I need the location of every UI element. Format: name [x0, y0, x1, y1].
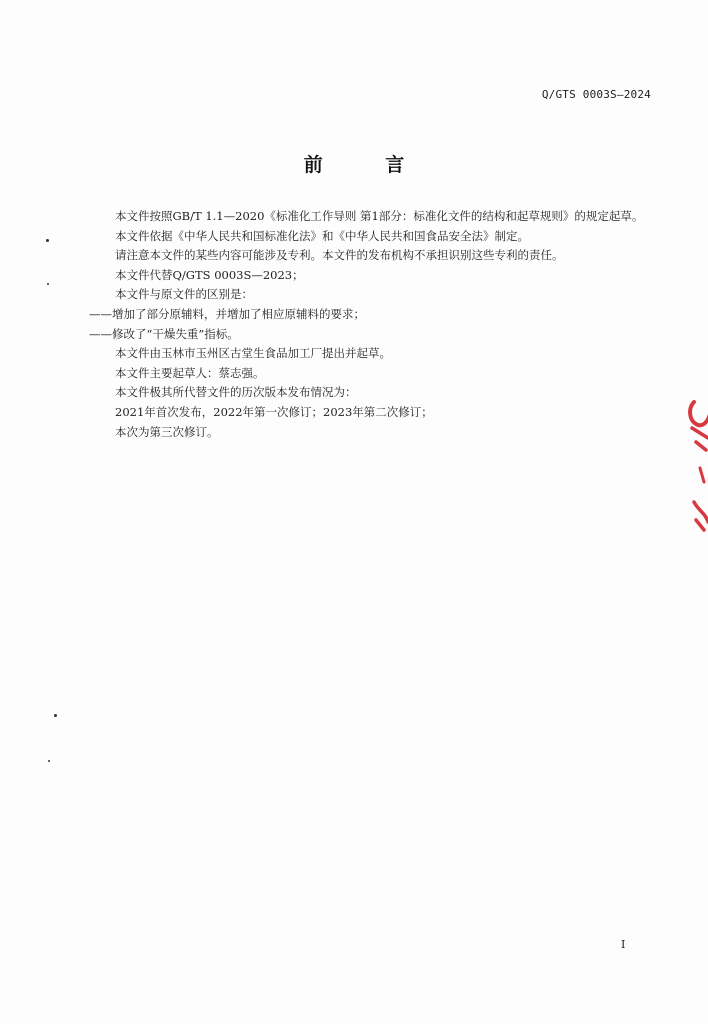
paragraph-drafter: 本文件主要起草人：蔡志强。	[115, 365, 265, 380]
document-code: Q/GTS 0003S—2024	[541, 88, 651, 101]
paragraph-proposer: 本文件由玉林市玉州区古堂生食品加工厂提出并起草。	[115, 346, 391, 361]
paragraph-differences-intro: 本文件与原文件的区别是：	[115, 287, 253, 302]
scan-speck	[48, 760, 50, 762]
paragraph-replaces: 本文件代替Q/GTS 0003S—2023；	[115, 267, 304, 282]
paragraph-history: 2021年首次发布，2022年第一次修订；2023年第二次修订；	[115, 404, 433, 419]
paragraph-legal-basis: 本文件依据《中华人民共和国标准化法》和《中华人民共和国食品安全法》制定。	[115, 228, 529, 243]
scan-speck	[47, 283, 49, 285]
paragraph-drafting-basis: 本文件按照GB/T 1.1—2020《标准化工作导则 第1部分：标准化文件的结构和起草规则》的规定起草。	[115, 209, 644, 223]
paragraph-history-intro: 本文件极其所代替文件的历次版本发布情况为：	[115, 385, 357, 400]
scan-speck	[54, 714, 57, 717]
paragraph-difference-item: ——修改了“干燥失重”指标。	[89, 326, 239, 341]
red-seal-stamp	[686, 398, 708, 536]
page-number: I	[621, 938, 626, 951]
scan-speck	[46, 239, 49, 242]
section-title: 前 言	[303, 154, 433, 176]
paragraph-revision: 本次为第三次修订。	[115, 424, 219, 439]
paragraph-patent-notice: 请注意本文件的某些内容可能涉及专利。本文件的发布机构不承担识别这些专利的责任。	[115, 248, 564, 263]
foreword-body	[89, 207, 663, 442]
paragraph-difference-item: ——增加了部分原辅料，并增加了相应原辅料的要求；	[89, 306, 365, 321]
